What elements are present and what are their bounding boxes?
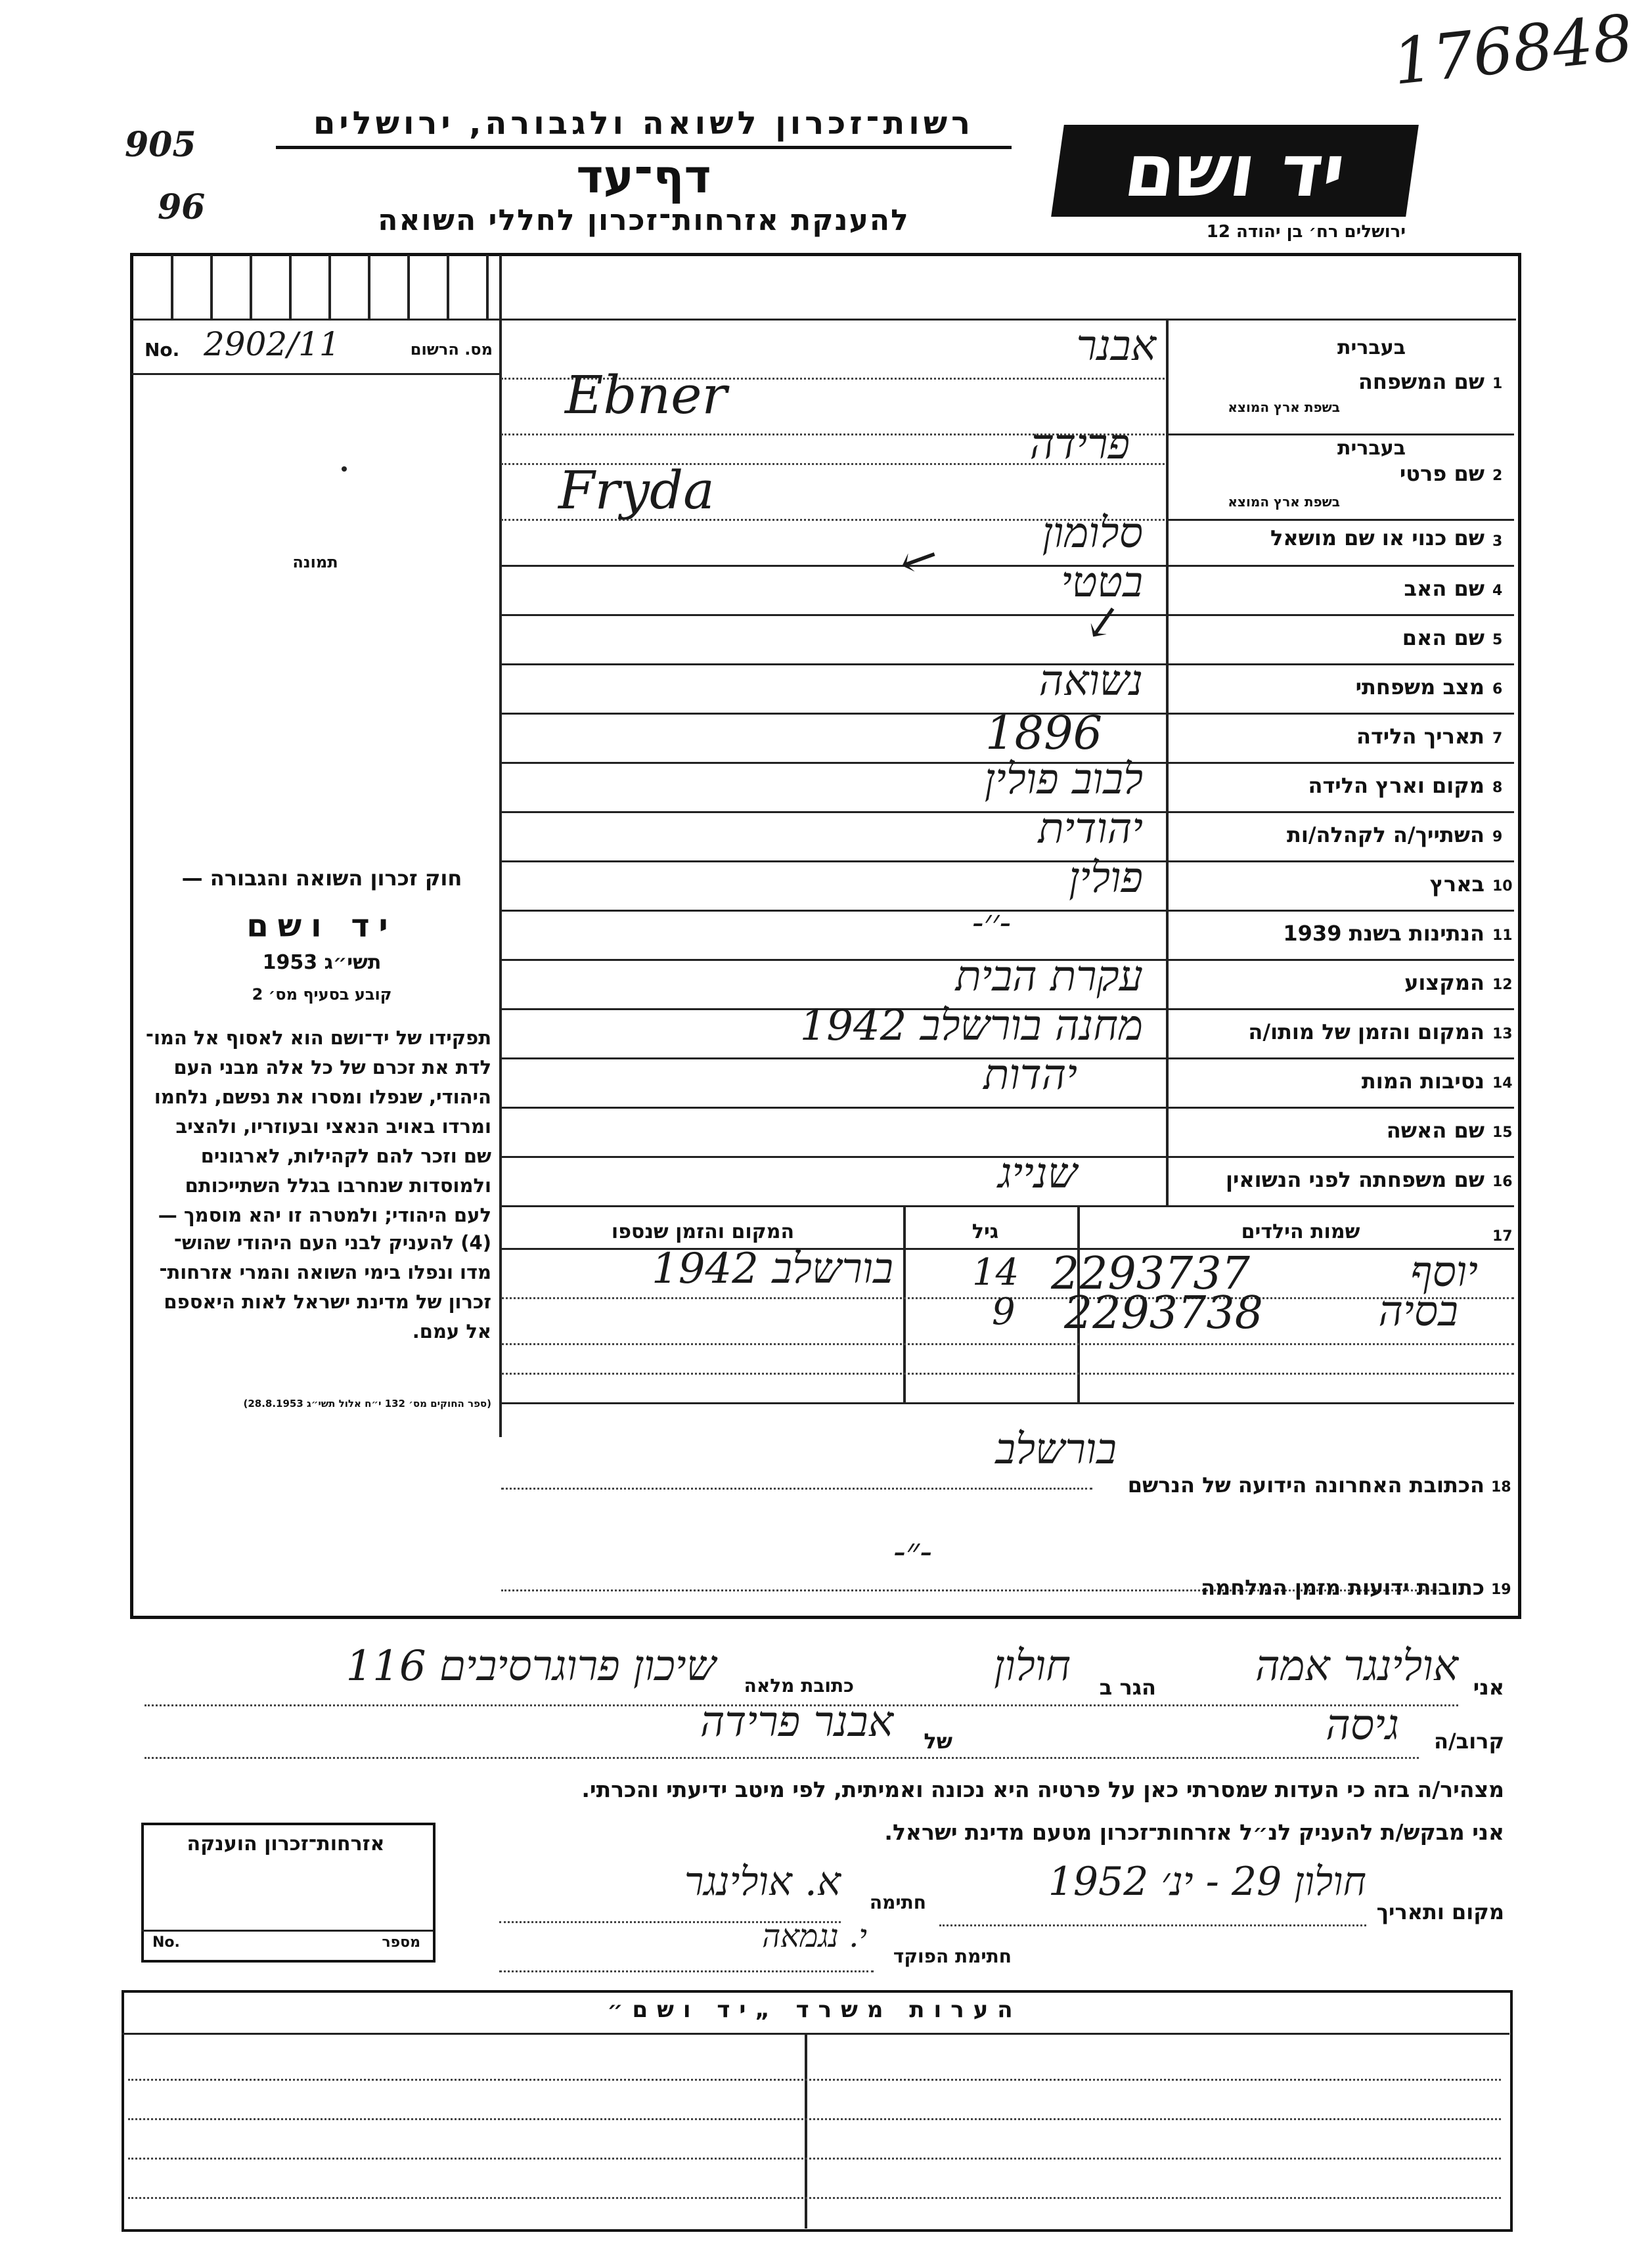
decl-statement-1: מצהיר/ה בזה כי העדות שמסרתי כאן על פרטיה היא נכונה ואמיתית, לפי מיטב ידיעתי והכרתי.	[581, 1777, 1504, 1802]
children-col-age: גיל	[971, 1220, 999, 1243]
registration-number: 2902/11	[204, 325, 340, 363]
registration-number-label: מס. הרשום	[410, 340, 493, 359]
top-strip-bottom	[131, 319, 1516, 321]
logo-address: ירושלים רח׳ בן יהודה 12	[1206, 222, 1406, 242]
decl-of-value: אבנר פרידה	[700, 1698, 893, 1746]
field-13-value: מחנה בורשלב 1942	[799, 1002, 1143, 1050]
field-10-value: פולין	[1069, 854, 1143, 902]
field-8-value: לבוב פולין	[984, 755, 1143, 804]
award-number-label: מספר	[382, 1934, 420, 1951]
field-1-number: 1	[1492, 376, 1503, 392]
field-13-number: 13	[1492, 1026, 1513, 1042]
field-3-label: שם כנוי או שם מושאל	[1270, 525, 1485, 550]
field-1-sub-origin: בשפת ארץ המוצא	[1228, 399, 1340, 415]
law-paragraph-2: (4) להעניק לבני העם היהודי שהוש־ מדו ונפלו בימי השואה והמרי אזרחות־ זכרון של מדינת ישראל לאות היאספם אל עמם.	[159, 1232, 491, 1343]
decl-of-label: של	[924, 1729, 952, 1754]
field-10-number: 10	[1492, 878, 1513, 895]
decl-officer-label: חתימת הפוקד	[893, 1945, 1012, 1967]
field-4-label: שם האב	[1404, 576, 1485, 601]
field-2-number: 2	[1492, 468, 1503, 484]
left-column-divider	[499, 255, 502, 1437]
photo-dot	[342, 466, 347, 472]
field-16-label: שם משפחתה לפני הנשואין	[1225, 1167, 1485, 1192]
decl-place-date-label: מקום ותאריך	[1376, 1899, 1504, 1924]
field-15-label: שם האשה	[1386, 1118, 1485, 1143]
child-1-name: יוסף	[1410, 1248, 1478, 1297]
arrow-mark-2: ↙	[1079, 591, 1127, 652]
field-3-value: סלומון	[1042, 509, 1143, 558]
field-15-number: 15	[1492, 1124, 1513, 1141]
field-9-number: 9	[1492, 829, 1503, 845]
field-14-number: 14	[1492, 1075, 1513, 1092]
field-18-number: 18	[1491, 1479, 1511, 1496]
award-box-title: אזרחות־זכרון הוענקה	[187, 1832, 385, 1855]
photo-label: תמונה	[292, 553, 338, 571]
decl-resides-value: חולון	[994, 1642, 1071, 1691]
field-13-label: המקום והזמן של מותו/ה	[1248, 1019, 1485, 1044]
field-6-number: 6	[1492, 681, 1503, 698]
law-year: תשי״ג 1953	[262, 951, 382, 974]
child-1-ref: 2293737	[1051, 1248, 1250, 1300]
field-4-number: 4	[1492, 583, 1503, 599]
arrow-mark-1: ↙	[890, 526, 949, 592]
registration-no-label: No.	[145, 339, 180, 361]
field-2-sub-origin: בשפת ארץ המוצא	[1228, 494, 1340, 510]
office-notes-box	[122, 1990, 1513, 2232]
decl-relative-value: גיסה	[1326, 1701, 1399, 1750]
decl-resides-label: הגר ב	[1099, 1675, 1156, 1700]
corner-archive-number: 176848	[1389, 1, 1637, 99]
law-title: חוק זכרון השואה והגבורה —	[181, 866, 462, 891]
decl-place-date-value: חולון 29 - ינ׳ 1952	[1048, 1859, 1366, 1905]
top-left-code-2: 96	[158, 187, 206, 227]
field-1-label: שם המשפחה	[1358, 369, 1485, 394]
field-2-sub-hebrew: בעברית	[1337, 437, 1406, 460]
field-1-value-origin: Ebner	[565, 365, 727, 426]
field-19-number: 19	[1491, 1582, 1511, 1598]
field-16-number: 16	[1492, 1174, 1513, 1190]
field-5-number: 5	[1492, 632, 1503, 648]
field-19-value: -״-	[893, 1530, 933, 1573]
field-10-label: בארץ	[1429, 872, 1485, 897]
child-1-place: בורשלב 1942	[652, 1245, 893, 1293]
decl-officer-value: י. נגמאה	[762, 1918, 867, 1955]
decl-signature-value: א. אולינגר	[684, 1859, 841, 1905]
field-7-label: תאריך הלידה	[1356, 724, 1485, 749]
field-16-value: שנייג	[998, 1149, 1077, 1198]
field-12-value: עקרת הבית	[955, 952, 1143, 1001]
field-6-label: מצב משפחתי	[1355, 675, 1485, 699]
law-citation: (ספר החוקים מס׳ 132 י״ח אלול תשי״ג 28.8.1953)	[243, 1398, 491, 1409]
form-subtitle: להענקת אזרחות־זכרון לחללי השואה	[378, 204, 910, 237]
field-2-label: שם פרטי	[1399, 461, 1485, 486]
field-5-label: שם האם	[1402, 625, 1485, 650]
field-18-label: הכתובת האחרונה הידועה של הנרשם	[1127, 1473, 1485, 1498]
field-14-label: נסיבות המות	[1361, 1069, 1485, 1094]
law-section: קובע בסעיף מס׳ 2	[252, 985, 392, 1004]
child-2-age: 9	[992, 1291, 1016, 1333]
children-col-place: המקום והזמן שנספו	[611, 1220, 795, 1243]
field-18-value: בורשלב	[995, 1425, 1117, 1474]
decl-relative-label: קרוב/ה	[1434, 1729, 1504, 1754]
office-notes-title: הערות משרד „יד ושם״	[607, 1997, 1022, 2023]
form-title: דף־עד	[576, 150, 711, 204]
field-1-value-hebrew: אבנר	[1076, 322, 1156, 370]
decl-address-value: שיכון פרוגרסיבים 116	[346, 1642, 716, 1691]
field-7-value: 1896	[985, 706, 1103, 760]
field-2-value-hebrew: פרידה	[1029, 420, 1130, 469]
child-2-name: בסיה	[1378, 1287, 1458, 1336]
field-11-value: -׳׳-	[972, 903, 1012, 943]
logo-text: יד ושם	[1119, 129, 1351, 213]
field-7-number: 7	[1492, 730, 1503, 747]
authority-underline	[276, 146, 1012, 149]
law-name: יד ושם	[246, 908, 397, 944]
field-3-number: 3	[1492, 533, 1503, 550]
field-19-label: כתובות ידועות מזמן המלחמה	[1201, 1575, 1485, 1600]
field-8-number: 8	[1492, 780, 1503, 796]
field-12-number: 12	[1492, 977, 1513, 993]
field-8-label: מקום וארץ הלידה	[1308, 773, 1485, 798]
children-col-names: שמות הילדים	[1241, 1220, 1360, 1243]
field-1-sub-hebrew: בעברית	[1337, 336, 1406, 359]
field-9-label: השתייך/ה לקהלה/ות	[1286, 822, 1485, 847]
field-4-value: בטטי	[1061, 558, 1143, 607]
field-2-value-origin: Fryda	[558, 460, 715, 521]
award-no-label: No.	[152, 1934, 180, 1951]
decl-i-value: אולינגר אמה	[1255, 1642, 1458, 1691]
child-1-age: 14	[972, 1251, 1019, 1294]
decl-address-label: כתובת מלאה	[744, 1675, 854, 1697]
field-17-number: 17	[1492, 1228, 1513, 1245]
law-paragraph-1: תפקידו של יד־ושם הוא לאסוף אל המו־ לדת את זכרם של כל אלה מבני העם היהודי, שנפלו ומסרו את נפשם, נלחמו ומרדו באויב הנאצי ובעוזריו, ולהציב שם וזכר להם לקהילות, לארגונים ולמוסדות שנחרבו בגלל השתייכותם לעם היהודי; ולמטרה זו יהא מוסמך —	[145, 1027, 491, 1226]
decl-statement-2: אני מבקש/ת להעניק לנ״ל אזרחות־זכרון מטעם מדינת ישראל.	[884, 1819, 1504, 1845]
authority-line: רשות־זכרון לשואה ולגבורה, ירושלים	[313, 105, 975, 142]
field-6-value: נשואה	[1038, 657, 1143, 705]
field-11-number: 11	[1492, 927, 1513, 944]
field-9-value: יהודית	[1038, 805, 1143, 853]
field-14-value: יהדות	[983, 1051, 1077, 1099]
decl-signature-label: חתימה	[869, 1892, 926, 1913]
top-left-code-1: 905	[125, 125, 196, 165]
field-12-label: המקצוע	[1404, 970, 1485, 995]
field-11-label: הנתינות בשנת 1939	[1283, 921, 1485, 946]
child-2-ref: 2293738	[1064, 1287, 1263, 1339]
decl-i-label: אני	[1473, 1675, 1504, 1700]
yad-vashem-logo	[1051, 125, 1419, 217]
